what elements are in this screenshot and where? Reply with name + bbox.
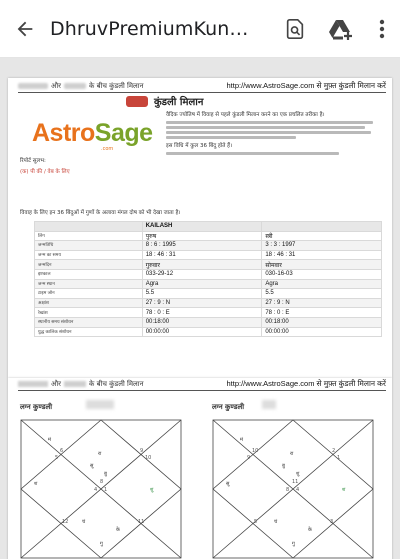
table-row	[35, 298, 382, 308]
planet-label: श	[34, 481, 38, 487]
house-number: 11	[138, 519, 145, 525]
table-value-cell: 3 : 3 : 1997	[262, 241, 382, 251]
planet-label: गु	[100, 541, 103, 547]
table-row	[35, 327, 382, 337]
house-number: 4	[296, 487, 300, 493]
table-value-cell: गुरुवार	[142, 260, 262, 270]
table-value-cell: स्त्री	[262, 231, 382, 241]
intro-paragraph: वैदिक ज्योतिष में विवाह से पहले कुंडली मिलान करने का एक प्रचलित तरीका है। इस विधि में कुल 36 बिंदु होते हैं।	[166, 112, 382, 157]
house-number: 12	[62, 519, 69, 525]
table-value-cell: Agra	[262, 279, 382, 289]
house-number: 6	[60, 448, 64, 454]
header-and: और	[51, 81, 62, 90]
table-key-cell: लिंग	[35, 231, 143, 241]
document-search-icon[interactable]	[272, 0, 318, 58]
table-value-cell: 00:18:00	[262, 317, 382, 327]
house-number: 5	[254, 519, 258, 525]
table-row	[35, 241, 382, 251]
planet-label: के	[308, 527, 312, 533]
table-row	[35, 279, 382, 289]
table-row	[35, 308, 382, 318]
header-rule	[18, 390, 386, 391]
house-number: 10	[145, 455, 152, 461]
planet-label: मं	[48, 437, 51, 443]
house-number: 1	[104, 487, 108, 493]
document-title: DhruvPremiumKun…	[50, 17, 249, 40]
redacted-name	[86, 400, 114, 409]
house-number: 2	[332, 448, 336, 454]
logo-domain: .com	[101, 146, 114, 152]
house-number: 9	[140, 448, 144, 454]
table-value-cell: 5.5	[142, 289, 262, 299]
planet-label: चं	[82, 519, 86, 525]
planet-label: शु	[150, 487, 154, 493]
arrow-left-icon[interactable]	[0, 0, 50, 58]
table-row	[35, 269, 382, 279]
report-info: रिपोर्ट सुलभ: (क) पी की / वेब के लिए	[20, 158, 70, 175]
table-key-cell: इष्टकाल	[35, 269, 143, 279]
house-number: 4	[94, 487, 98, 493]
table-value-cell: 030-16-03	[262, 269, 382, 279]
redacted-name	[262, 400, 276, 409]
table-row	[35, 250, 382, 260]
pdf-viewer[interactable]	[0, 58, 400, 559]
house-number: 1	[337, 455, 341, 461]
header-title: के बीच कुंडली मिलान	[89, 81, 144, 90]
app-bar	[0, 0, 400, 58]
planet-label: गु	[292, 541, 295, 547]
kundali-chart-left	[20, 419, 182, 559]
house-number: 11	[292, 479, 299, 485]
table-key-cell: जन्म का समय	[35, 250, 143, 260]
pdf-page-2	[8, 378, 392, 559]
house-number: 8	[286, 487, 290, 493]
add-to-drive-icon[interactable]	[318, 0, 364, 58]
house-number: 10	[252, 448, 259, 454]
header-url: http://www.AstroSage.com से मुफ़्त कुंडली मिलान करें	[226, 379, 386, 388]
planet-label: चं	[274, 519, 278, 525]
table-value-cell: 8 : 6 : 1995	[142, 241, 262, 251]
table-header-cell	[262, 222, 382, 232]
table-key-cell: रेखांश	[35, 308, 143, 318]
astrosage-logo: AstroSage	[32, 119, 153, 147]
redacted-name	[64, 381, 86, 387]
table-row	[35, 260, 382, 270]
redacted-name	[64, 83, 86, 89]
table-value-cell: 033-29-12	[142, 269, 262, 279]
planet-label: रा	[290, 451, 294, 457]
table-row	[35, 231, 382, 241]
page-header: और के बीच कुंडली मिलान http://www.AstroSage.com से मुफ़्त कुंडली मिलान करें	[18, 378, 386, 390]
om-badge-icon	[126, 96, 148, 107]
planet-label: श	[342, 487, 346, 493]
table-value-cell: 18 : 46 : 31	[142, 250, 262, 260]
house-number: 9	[247, 455, 251, 461]
house-number: 8	[100, 479, 104, 485]
table-key-cell: टाइम जोन	[35, 289, 143, 299]
table-value-cell: 00:18:00	[142, 317, 262, 327]
planet-label: बु	[282, 463, 285, 469]
table-value-cell: 5.5	[262, 289, 382, 299]
table-caption: विवाह के लिए इन 36 बिंदुओं में गुणों के अलावा मंगल दोष को भी देखा जाता है।	[20, 210, 181, 216]
planet-label: शु	[296, 471, 300, 477]
table-key-cell: जन्म स्थान	[35, 279, 143, 289]
table-key-cell: जन्मदिन	[35, 260, 143, 270]
planet-label: रा	[98, 451, 102, 457]
table-value-cell: 27 : 9 : N	[142, 298, 262, 308]
table-value-cell: पुरुष	[142, 231, 262, 241]
table-value-cell: 78 : 0 : E	[142, 308, 262, 318]
house-number: 3	[330, 519, 334, 525]
table-value-cell: 27 : 9 : N	[262, 298, 382, 308]
header-url: http://www.AstroSage.com से मुफ़्त कुंडली मिलान करें	[226, 81, 386, 90]
planet-label: के	[116, 527, 120, 533]
section-heading: कुंडली मिलान	[126, 94, 203, 108]
table-header-cell	[35, 222, 143, 232]
table-value-cell: 78 : 0 : E	[262, 308, 382, 318]
table-value-cell: 00:00:00	[262, 327, 382, 337]
house-number: 5	[55, 455, 59, 461]
header-rule	[18, 92, 386, 93]
table-value-cell: Agra	[142, 279, 262, 289]
planet-label: बु	[104, 471, 107, 477]
pdf-page-1	[8, 78, 392, 378]
page-header	[18, 80, 386, 92]
table-key-cell: स्थानीय समय संशोधन	[35, 317, 143, 327]
planet-label: सू	[90, 463, 94, 469]
table-row	[35, 317, 382, 327]
lagna-kundali-label-left: लग्न कुण्डली	[20, 403, 53, 411]
birth-details-table	[34, 221, 382, 337]
table-header-cell: KAILASH	[142, 222, 262, 232]
redacted-name	[18, 83, 48, 89]
table-key-cell: जन्मतिथि	[35, 241, 143, 251]
kundali-chart-right	[212, 419, 374, 559]
planet-label: सू	[226, 481, 230, 487]
redacted-name	[18, 381, 48, 387]
planet-label: मं	[240, 437, 243, 443]
table-key-cell: युद्ध कालिक संशोधन	[35, 327, 143, 337]
table-value-cell: 18 : 46 : 31	[262, 250, 382, 260]
table-value-cell: 00:00:00	[142, 327, 262, 337]
table-header-row	[35, 222, 382, 232]
table-key-cell: अक्षांश	[35, 298, 143, 308]
table-row	[35, 289, 382, 299]
lagna-kundali-label-right: लग्न कुण्डली	[212, 403, 245, 411]
more-vert-icon[interactable]	[364, 0, 400, 58]
table-value-cell: सोमवार	[262, 260, 382, 270]
